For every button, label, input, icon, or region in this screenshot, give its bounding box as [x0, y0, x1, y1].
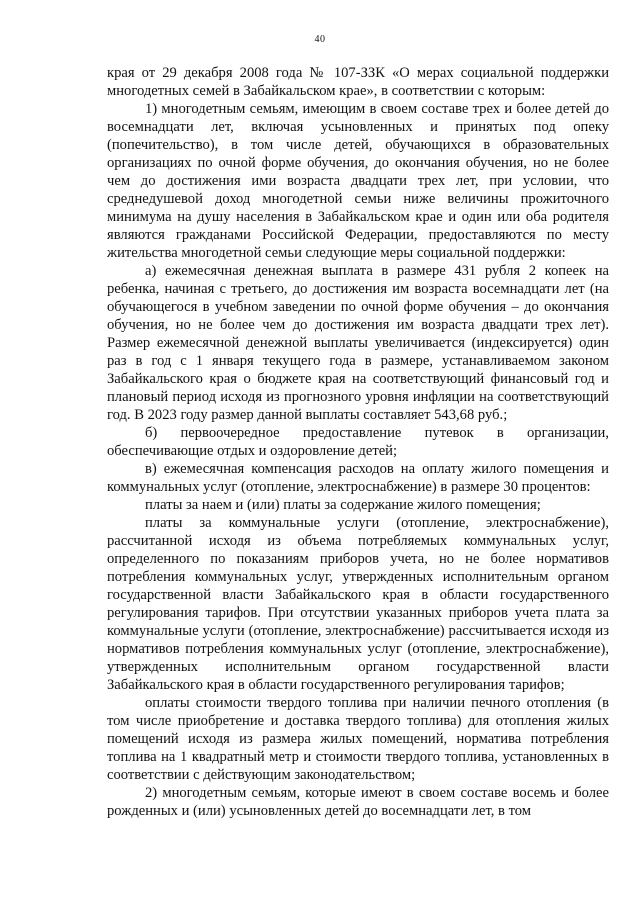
document-body [107, 64, 609, 820]
paragraph-utilities: платы за коммунальные услуги (отопление, электроснабжение), рассчитанной исходя из объема потребляемых коммунальных услуг, определенного по показаниям приборов учета, но не более нормативов потребления коммунальных услуг, утвержденных исполнительным органом государственной власти Забайкальского края в области государственного регулирования тарифов. При отсутствии указанных приборов учета плата за коммунальные услуги (отопление, электроснабжение) рассчитывается исходя из нормативов потребления коммунальных услуг (отопление, электроснабжение), утвержденных исполнительным органом государственной власти Забайкальского края в области государственного регулирования тарифов; [107, 515, 609, 693]
paragraph-intro: края от 29 декабря 2008 года № 107-ЗЗК «О мерах социальной поддержки многодетных семей в Забайкальском крае», в соответствии с которым: [107, 65, 609, 99]
paragraph-solid-fuel: оплаты стоимости твердого топлива при наличии печного отопления (в том числе приобретение и доставка твердого топлива) для отопления жилых помещений исходя из размера жилых помещений, норматива потребления топлива на 1 квадратный метр и стоимости твердого топлива, установленных в соответствии с действующим законодательством; [107, 695, 609, 783]
paragraph-item-2: 2) многодетным семьям, которые имеют в своем составе восемь и более рожденных и (или) усыновленных детей до восемнадцати лет, в том [107, 785, 609, 819]
page-number: 40 [314, 34, 326, 45]
paragraph-rent: платы за наем и (или) платы за содержание жилого помещения; [145, 497, 541, 513]
paragraph-item-v: в) ежемесячная компенсация расходов на оплату жилого помещения и коммунальных услуг (отопление, электроснабжение) в размере 30 процентов: [107, 461, 609, 495]
paragraph-item-a: а) ежемесячная денежная выплата в размере 431 рубля 2 копеек на ребенка, начиная с третьего, до достижения им возраста восемнадцати лет (на обучающегося в учебном заведении по очной форме обучения – до окончания обучения, но не более чем до достижения им возраста двадцати трех лет). Размер ежемесячной денежной выплаты увеличивается (индексируется) один раз в год с 1 января текущего года в размере, устанавливаемом законом Забайкальского края о бюджете края на соответствующий финансовый год и плановый период исходя из прогнозного уровня инфляции на соответствующий год. В 2023 году размер данной выплаты составляет 543,68 руб.; [107, 263, 609, 423]
paragraph-item-1: 1) многодетным семьям, имеющим в своем составе трех и более детей до восемнадцати лет, включая усыновленных и принятых под опеку (попечительство), в том числе детей, обучающихся в образовательных организациях по очной форме обучения, до окончания обучения, но не более чем до достижения ими возраста двадцати трех лет, при условии, что среднедушевой доход многодетной семьи ниже величины прожиточного минимума на душу населения в Забайкальском крае и один или оба родителя являются гражданами Российской Федерации, предоставляются по месту жительства многодетной семьи следующие меры социальной поддержки: [107, 101, 609, 261]
paragraph-item-b: б) первоочередное предоставление путевок в организации, обеспечивающие отдых и оздоровление детей; [107, 425, 609, 459]
